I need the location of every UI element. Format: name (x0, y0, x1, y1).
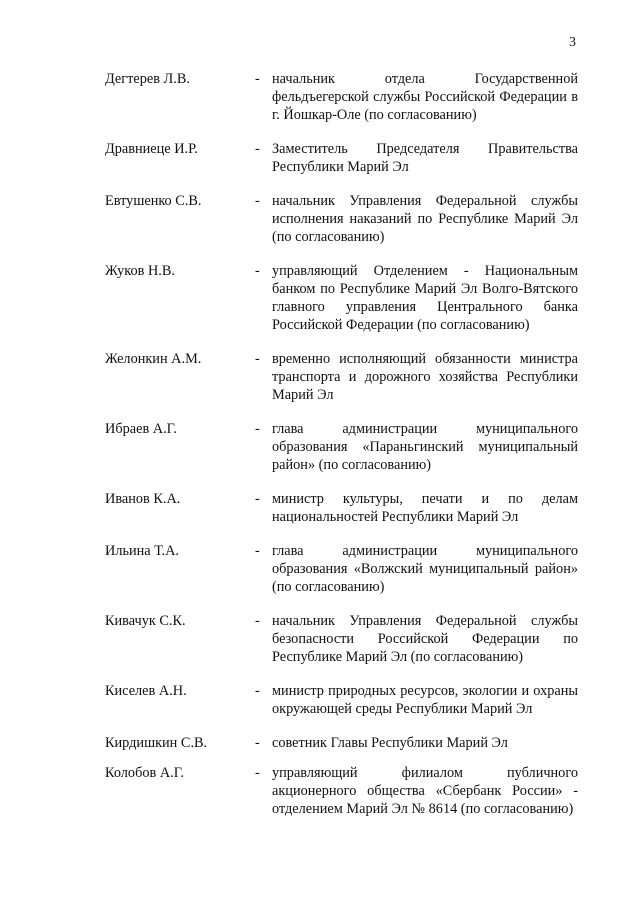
dash-separator: - (255, 613, 260, 629)
list-item (105, 542, 578, 596)
person-name: Иванов К.А. (105, 491, 181, 507)
person-name: Кивачук С.К. (105, 613, 186, 629)
entry-spacer (105, 404, 578, 420)
list-item (105, 420, 578, 474)
dash-separator: - (255, 141, 260, 157)
members-list (105, 70, 578, 818)
list-item (105, 262, 578, 334)
person-name: Ильина Т.А. (105, 543, 179, 559)
entry-spacer (105, 666, 578, 682)
person-name: Дегтерев Л.В. (105, 71, 190, 87)
entry-spacer (105, 752, 578, 764)
dash-separator: - (255, 193, 260, 209)
person-name: Киселев А.Н. (105, 683, 187, 699)
entry-spacer (105, 718, 578, 734)
page-number: 3 (569, 35, 576, 50)
list-item (105, 192, 578, 246)
position-description: Заместитель Председателя Правительства Республики Марий Эл (272, 141, 578, 175)
list-item (105, 140, 578, 176)
position-description: начальник Управления Федеральной службы безопасности Российской Федерации по Республике Марий Эл (по согласованию) (272, 613, 578, 665)
dash-separator: - (255, 543, 260, 559)
entry-spacer (105, 596, 578, 612)
position-description: начальник Управления Федеральной службы исполнения наказаний по Республике Марий Эл (по согласованию) (272, 193, 578, 245)
position-description: советник Главы Республики Марий Эл (272, 735, 508, 751)
position-description: министр природных ресурсов, экологии и охраны окружающей среды Республики Марий Эл (272, 683, 578, 717)
position-description: министр культуры, печати и по делам национальностей Республики Марий Эл (272, 491, 578, 525)
list-item (105, 734, 578, 752)
list-item (105, 764, 578, 818)
entry-spacer (105, 526, 578, 542)
entry-spacer (105, 334, 578, 350)
person-name: Жуков Н.В. (105, 263, 175, 279)
position-description: управляющий филиалом публичного акционерного общества «Сбербанк России» - отделением Марий Эл № 8614 (по согласованию) (272, 765, 578, 817)
position-description: глава администрации муниципального образования «Параньгинский муниципальный район» (по согласованию) (272, 421, 578, 473)
position-description: глава администрации муниципального образования «Волжский муниципальный район» (по согласованию) (272, 543, 578, 595)
person-name: Евтушенко С.В. (105, 193, 202, 209)
person-name: Дравниеце И.Р. (105, 141, 198, 157)
dash-separator: - (255, 765, 260, 781)
position-description: начальник отдела Государственной фельдъегерской службы Российской Федерации в г. Йошкар-Оле (по согласованию) (272, 71, 578, 123)
dash-separator: - (255, 421, 260, 437)
dash-separator: - (255, 263, 260, 279)
list-item (105, 612, 578, 666)
person-name: Ибраев А.Г. (105, 421, 177, 437)
position-description: временно исполняющий обязанности министра транспорта и дорожного хозяйства Республики Марий Эл (272, 351, 578, 403)
list-item (105, 490, 578, 526)
dash-separator: - (255, 683, 260, 699)
entry-spacer (105, 474, 578, 490)
dash-separator: - (255, 71, 260, 87)
list-item (105, 682, 578, 718)
dash-separator: - (255, 351, 260, 367)
person-name: Желонкин А.М. (105, 351, 202, 367)
person-name: Колобов А.Г. (105, 765, 184, 781)
list-item (105, 350, 578, 404)
list-item (105, 70, 578, 124)
entry-spacer (105, 246, 578, 262)
entry-spacer (105, 124, 578, 140)
dash-separator: - (255, 491, 260, 507)
person-name: Кирдишкин С.В. (105, 735, 208, 751)
entry-spacer (105, 176, 578, 192)
dash-separator: - (255, 735, 260, 751)
position-description: управляющий Отделением - Национальным банком по Республике Марий Эл Волго-Вятского главного управления Центрального банка Российской Федерации (по согласованию) (272, 263, 578, 333)
